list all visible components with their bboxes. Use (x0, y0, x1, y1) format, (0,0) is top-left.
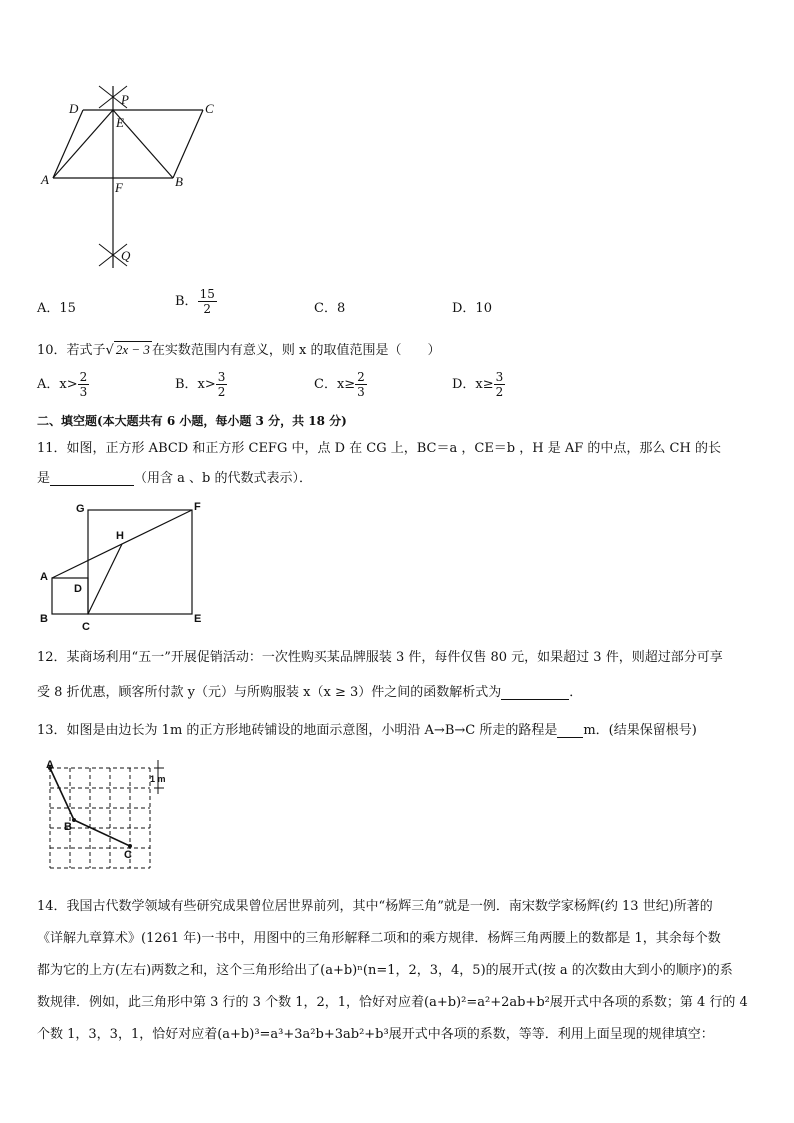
label-a: A (41, 172, 49, 187)
answer-blank (557, 723, 583, 738)
label-b: B (64, 821, 72, 833)
fraction: $\frac{2}{3}$ (357, 370, 365, 399)
label-d: D (69, 101, 79, 116)
label-e: E (116, 115, 124, 130)
segment-ae (53, 110, 113, 178)
point-c (128, 844, 132, 848)
q10-suffix: 在实数范围内有意义，则 x 的取值范围是（ ） (151, 343, 441, 358)
squares-figure (36, 498, 216, 634)
unit-label: 1 m (150, 774, 166, 784)
q9-option-b-prefix: B． (175, 294, 198, 309)
parallelogram-figure (35, 82, 225, 272)
section-2-title: 二、填空题(本大题共有 6 小题，每小题 3 分，共 18 分) (37, 414, 347, 428)
fraction: $\frac{3}{2}$ (495, 370, 504, 399)
answer-blank (501, 685, 569, 700)
q14-line3: 都为它的上方(左右)两数之和，这个三角形给出了(a+b)ⁿ(n=1，2，3，4，5)的展开式(按 a 的次数由大到小的顺序)的系 (37, 963, 733, 978)
q12-line1: 12．某商场利用“五一”开展促销活动：一次性购买某品牌服装 3 件，每件仅售 80 元，如果超过 3 件，则超过部分可享 (37, 650, 723, 665)
sqrt-radicand: 2x − 3 (115, 342, 150, 357)
q10-option-c: C．x≥ $\frac{2}{3}$ (314, 370, 365, 399)
q10-option-d: D．x≥ $\frac{3}{2}$ (452, 370, 504, 399)
label-c: C (205, 101, 214, 116)
label-f: F (115, 180, 123, 195)
grid-figure (40, 758, 180, 876)
answer-blank (50, 471, 134, 486)
label-b: B (175, 174, 183, 189)
sqrt-sign: √ (105, 343, 114, 358)
fraction: $\frac{2}{3}$ (79, 370, 88, 399)
q14-line2: 《详解九章算术》(1261 年)一书中，用图中的三角形解释二项和的乘方规律．杨辉三角两腰上的数都是 1，其余每个数 (37, 931, 721, 946)
question-10 (37, 339, 441, 358)
q9-option-b (175, 287, 217, 316)
label-e: E (194, 613, 202, 625)
q9-option-d: D．10 (452, 301, 492, 316)
q10-prefix: 10．若式子 (37, 343, 106, 358)
q10-option-b: B．x> $\frac{3}{2}$ (175, 370, 226, 399)
segment-bc (173, 110, 203, 178)
label-c: C (82, 621, 90, 633)
q11-line1: 11．如图，正方形 ABCD 和正方形 CEFG 中，点 D 在 CG 上，BC＝a ，CE＝b ，H 是 AF 的中点，那么 CH 的长 (37, 441, 721, 456)
label-a: A (40, 571, 48, 583)
q11-line2: 是 （用含 a 、b 的代数式表示）． (37, 471, 312, 486)
fraction: $\frac{15}{2}$ (199, 287, 215, 316)
q12-line2: 受 8 折优惠，顾客所付款 y（元）与所购服装 x（x ≥ 3）件之间的函数解析式为 ． (37, 685, 583, 700)
label-h: H (116, 530, 124, 542)
label-p: P (121, 92, 129, 107)
label-f: F (194, 501, 201, 513)
label-a: A (46, 759, 54, 771)
q14-line1: 14．我国古代数学领域有些研究成果曾位居世界前列，其中“杨辉三角”就是一例．南宋数学家杨辉(约 13 世纪)所著的 (37, 899, 713, 914)
q9-option-a: A．15 (37, 301, 76, 316)
fraction: $\frac{3}{2}$ (217, 370, 226, 399)
segment-ad (53, 110, 83, 178)
q13: 13．如图是由边长为 1m 的正方形地砖铺设的地面示意图，小明沿 A→B→C 所走的路程是 m．(结果保留根号) (37, 723, 697, 738)
square-abcd (52, 578, 88, 614)
q9-option-c: C．8 (314, 301, 346, 316)
square-cefg (88, 510, 192, 614)
q14-line4: 数规律．例如，此三角形中第 3 行的 3 个数 1，2，1，恰好对应着(a+b)²=a²+2ab+b²展开式中各项的系数；第 4 行的 4 (37, 995, 748, 1010)
label-b: B (40, 613, 48, 625)
label-g: G (76, 503, 85, 515)
label-d: D (74, 583, 82, 595)
q14-line5: 个数 1，3，3，1，恰好对应着(a+b)³=a³+3a²b+3ab²+b³展开式中各项的系数，等等．利用上面呈现的规律填空： (37, 1027, 714, 1042)
q10-option-a: A．x> $\frac{2}{3}$ (37, 370, 88, 399)
label-q: Q (121, 248, 131, 263)
segment-ch (88, 544, 122, 614)
grid-lines (50, 768, 150, 868)
label-c: C (124, 849, 132, 861)
point-b (72, 818, 76, 822)
